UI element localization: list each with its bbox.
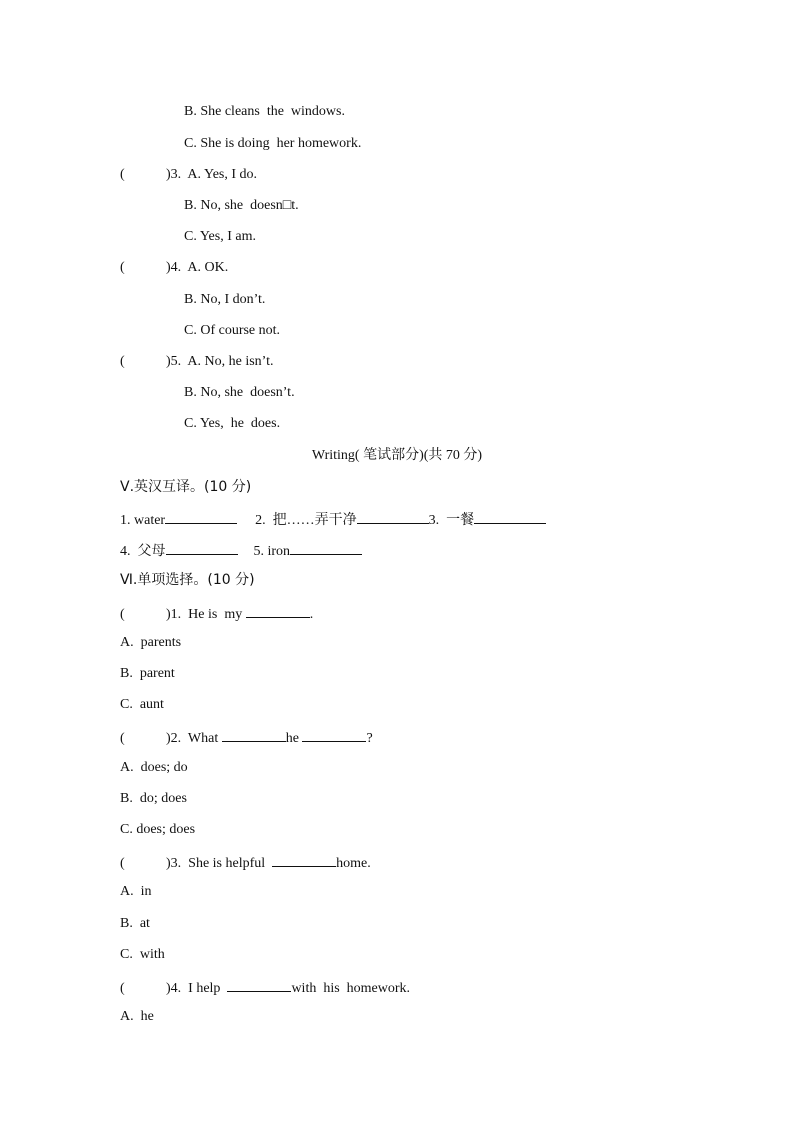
section-6-q3-stem	[120, 852, 371, 873]
answer-blank[interactable]	[227, 977, 291, 992]
section-6-q1-option-c: C. aunt	[120, 697, 164, 712]
question-text: with his homework.	[291, 981, 411, 996]
question-text: )1. He is my	[166, 607, 246, 622]
answer-blank[interactable]	[357, 509, 429, 524]
section-6-q2-option-c: C. does; does	[120, 822, 196, 837]
listening-q5-option-b: B. No, she doesn’t.	[184, 385, 295, 400]
answer-blank[interactable]	[166, 540, 238, 555]
answer-paren[interactable]: (	[120, 981, 125, 996]
section-5-row-2	[120, 540, 362, 561]
section-6-heading: Ⅵ.单项选择。(10 分)	[120, 572, 255, 588]
question-text: home.	[336, 856, 371, 871]
section-5-row-1	[120, 509, 546, 530]
question-text: )2. What	[166, 731, 222, 746]
section-6-q2-stem	[120, 727, 373, 748]
listening-q3-stem	[120, 166, 257, 184]
listening-q4-option-b: B. No, I don’t.	[184, 292, 266, 307]
question-text: .	[309, 607, 314, 622]
section-6-q3-option-a: A. in	[120, 884, 152, 899]
question-text: )3. A. Yes, I do.	[166, 167, 258, 182]
writing-section-title: Writing( 笔试部分)(共 70 分)	[311, 448, 483, 463]
item-label: 2. 把……弄干净	[255, 513, 357, 528]
answer-paren: (	[120, 260, 125, 275]
answer-paren: (	[120, 167, 125, 182]
answer-blank[interactable]	[290, 540, 362, 555]
listening-q3-option-c: C. Yes, I am.	[184, 229, 256, 244]
answer-blank[interactable]	[302, 727, 366, 742]
listening-q5-stem	[120, 353, 273, 371]
section-6-q1-option-b: B. parent	[120, 666, 175, 681]
question-text: ?	[366, 731, 373, 746]
question-text: he	[285, 731, 303, 746]
question-text: )3. She is helpful	[166, 856, 273, 871]
section-6-q2-option-a: A. does; do	[120, 760, 188, 775]
question-text: )4. A. OK.	[166, 260, 229, 275]
section-6-q1-stem	[120, 603, 313, 624]
listening-q5-option-c: C. Yes, he does.	[184, 416, 281, 431]
answer-paren[interactable]: (	[120, 856, 125, 871]
answer-blank[interactable]	[222, 727, 286, 742]
answer-paren: (	[120, 354, 125, 369]
section-6-q2-option-b: B. do; does	[120, 791, 187, 806]
item-label: 5. iron	[253, 544, 291, 559]
answer-paren[interactable]: (	[120, 607, 125, 622]
answer-blank[interactable]	[474, 509, 546, 524]
section-6-q3-option-c: C. with	[120, 947, 165, 962]
item-label: 3. 一餐	[428, 513, 475, 528]
question-text: )4. I help	[166, 981, 228, 996]
answer-paren[interactable]: (	[120, 731, 125, 746]
question-text: )5. A. No, he isn’t.	[166, 354, 274, 369]
item-label: 4. 父母	[120, 544, 166, 559]
section-6-q4-option-a: A. he	[120, 1009, 154, 1024]
listening-q2-option-b: B. She cleans the windows.	[184, 104, 345, 119]
section-5-heading: Ⅴ.英汉互译。(10 分)	[120, 479, 252, 495]
item-label: 1. water	[120, 513, 166, 528]
listening-q4-stem	[120, 259, 228, 277]
section-6-q1-option-a: A. parents	[120, 635, 182, 650]
listening-q2-option-c: C. She is doing her homework.	[184, 136, 362, 151]
listening-q4-option-c: C. Of course not.	[184, 323, 281, 338]
listening-q3-option-b: B. No, she doesn□t.	[184, 198, 299, 213]
answer-blank[interactable]	[165, 509, 237, 524]
answer-blank[interactable]	[272, 852, 336, 867]
answer-blank[interactable]	[246, 603, 310, 618]
section-6-q3-option-b: B. at	[120, 916, 150, 931]
section-6-q4-stem	[120, 977, 410, 998]
